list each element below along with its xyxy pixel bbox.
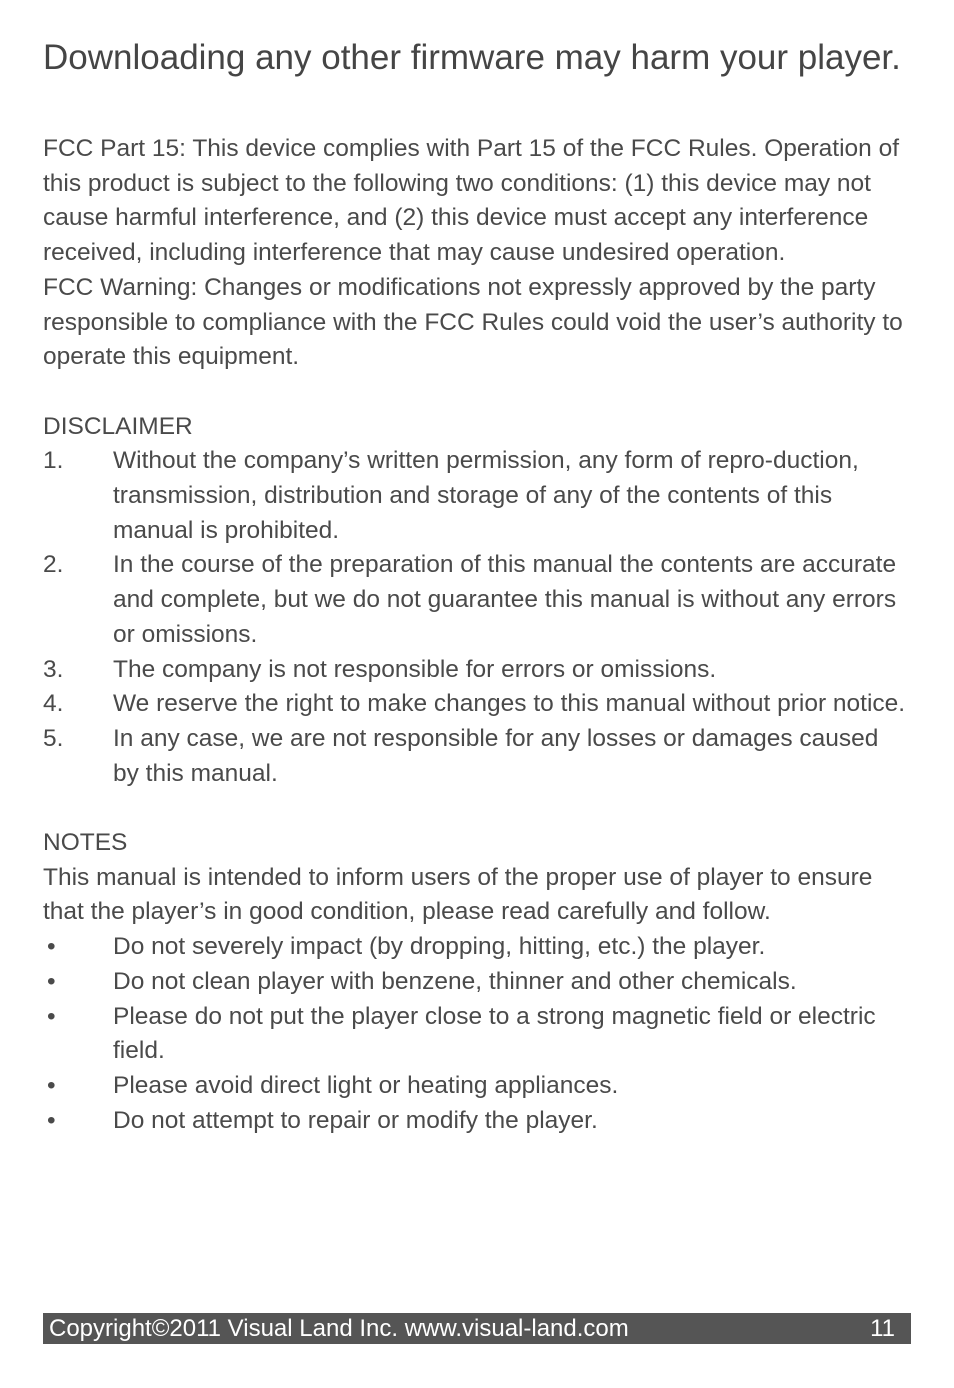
disclaimer-title: DISCLAIMER [43,412,193,440]
notes-item [43,1069,911,1104]
disclaimer-item-text: The company is not responsible for errors or omissions. [113,655,717,683]
notes-section [43,826,911,1138]
disclaimer-item-number: 5. [43,724,64,752]
fcc-part15-text: FCC Part 15: This device complies with Part 15 of the FCC Rules. Operation of this product is subject to the following two conditions: (1) this device may not cause harmful interference, and (2) this device must accept any interference received, including interference that may cause undesired operation. [43,135,900,267]
fcc-warning-text: FCC Warning: Changes or modifications not expressly approved by the party responsible to compliance with the FCC Rules could void the user’s authority to operate this equipment. [43,273,903,371]
disclaimer-item-number: 2. [43,551,64,579]
notes-item-text: Please avoid direct light or heating appliances. [113,1071,619,1099]
fcc-section [43,132,911,375]
notes-item [43,930,911,965]
notes-item-text: Do not attempt to repair or modify the player. [113,1106,598,1134]
disclaimer-item-text: Without the company’s written permission, any form of repro-duction, transmission, distribution and storage of any of the contents of this manual is prohibited. [113,447,859,544]
notes-item-text: Please do not put the player close to a strong magnetic field or electric field. [113,1002,876,1065]
notes-item-text: Do not clean player with benzene, thinner and other chemicals. [113,967,797,995]
disclaimer-item-number: 3. [43,655,64,683]
notes-intro: This manual is intended to inform users of the proper use of player to ensure that the player’s in good condition, please read carefully and follow. [43,863,873,926]
page-number: 11 [870,1315,895,1342]
disclaimer-item [43,687,911,722]
bullet-icon: • [47,933,56,961]
bullet-icon: • [47,1071,56,1099]
notes-item [43,965,911,1000]
disclaimer-item [43,722,911,791]
notes-item [43,1000,911,1069]
manual-page [43,34,911,1138]
notes-item [43,1104,911,1139]
disclaimer-item-text: In any case, we are not responsible for any losses or damages caused by this manual. [113,724,879,787]
disclaimer-item [43,548,911,652]
notes-list [43,930,911,1138]
bullet-icon: • [47,1002,56,1030]
disclaimer-item-text: We reserve the right to make changes to this manual without prior notice. [113,690,906,718]
notes-title: NOTES [43,829,128,857]
disclaimer-item [43,444,911,548]
notes-item-text: Do not severely impact (by dropping, hitting, etc.) the player. [113,933,766,961]
disclaimer-section [43,410,911,792]
bullet-icon: • [47,967,56,995]
disclaimer-item-number: 1. [43,447,64,475]
disclaimer-list [43,444,911,791]
disclaimer-item-number: 4. [43,690,64,718]
disclaimer-item [43,653,911,688]
disclaimer-item-text: In the course of the preparation of this manual the contents are accurate and complete, but we do not guarantee this manual is without any errors or omissions. [113,551,897,648]
page-heading: Downloading any other firmware may harm your player. [43,38,901,77]
page-footer [43,1313,911,1344]
copyright-text: Copyright©2011 Visual Land Inc. www.visual-land.com [49,1315,629,1342]
bullet-icon: • [47,1106,56,1134]
